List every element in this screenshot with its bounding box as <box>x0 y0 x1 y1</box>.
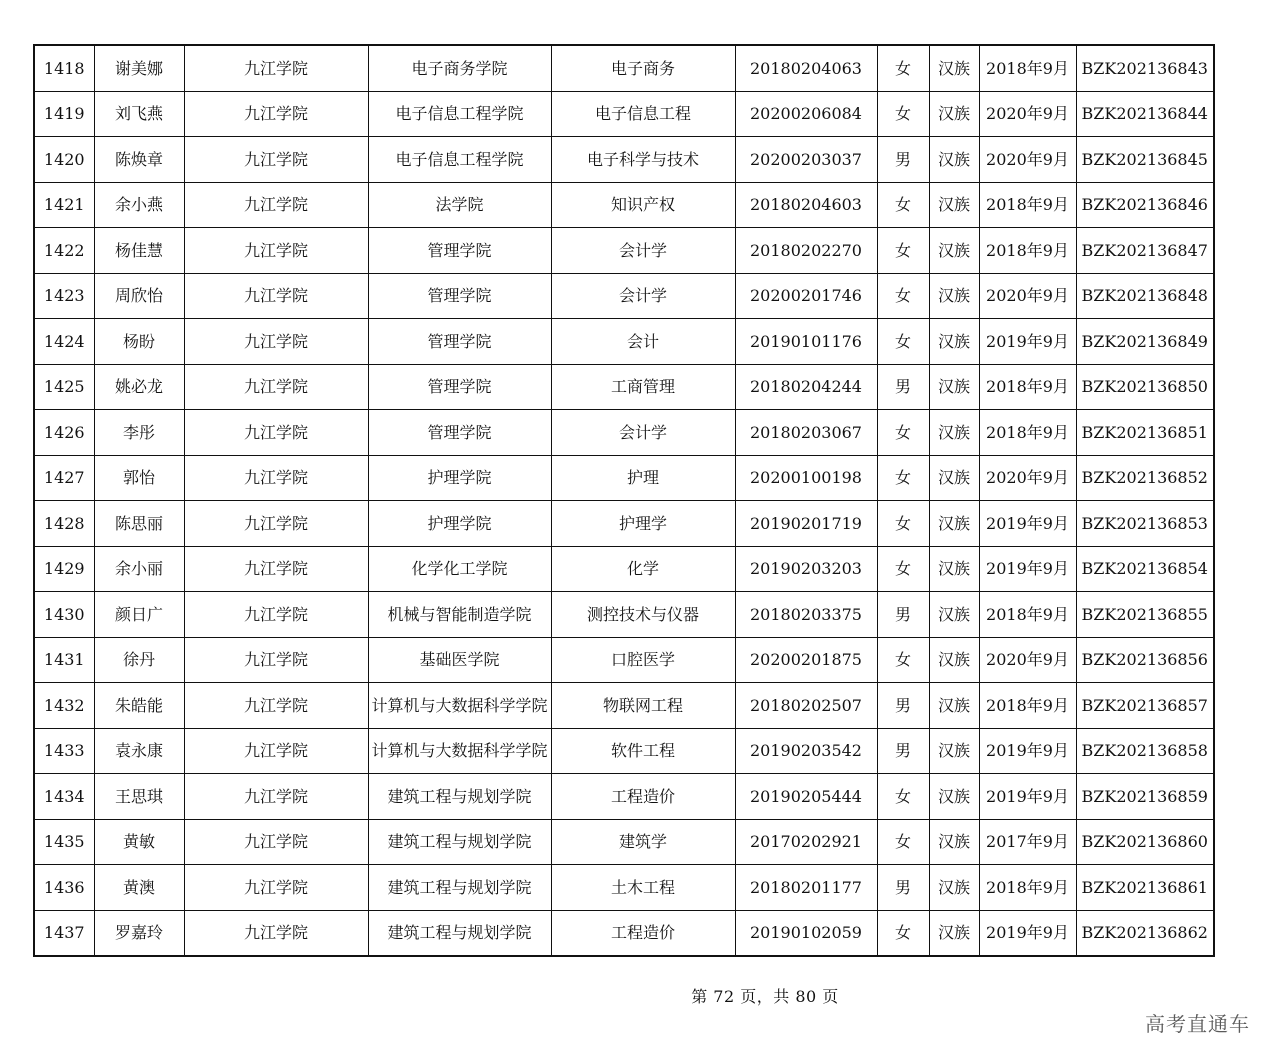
enrollment-date-cell: 2018年9月 <box>979 364 1076 410</box>
university-cell: 九江学院 <box>184 45 368 91</box>
major-cell: 会计 <box>551 319 735 365</box>
gender-cell: 男 <box>877 137 929 183</box>
gender-cell: 女 <box>877 228 929 274</box>
major-cell: 测控技术与仪器 <box>551 592 735 638</box>
enrollment-date-cell: 2019年9月 <box>979 501 1076 547</box>
enrollment-date-cell: 2020年9月 <box>979 273 1076 319</box>
college-cell: 管理学院 <box>368 273 551 319</box>
university-cell: 九江学院 <box>184 637 368 683</box>
certificate-number-cell: BZK202136853 <box>1076 501 1214 547</box>
name-cell: 谢美娜 <box>94 45 184 91</box>
major-cell: 化学 <box>551 546 735 592</box>
student-id-cell: 20200206084 <box>735 91 877 137</box>
certificate-number-cell: BZK202136857 <box>1076 683 1214 729</box>
enrollment-date-cell: 2018年9月 <box>979 45 1076 91</box>
table-row <box>34 501 1214 547</box>
ethnicity-cell: 汉族 <box>929 774 979 820</box>
university-cell: 九江学院 <box>184 774 368 820</box>
college-cell: 计算机与大数据科学学院 <box>368 683 551 729</box>
major-cell: 会计学 <box>551 228 735 274</box>
major-cell: 物联网工程 <box>551 683 735 729</box>
university-cell: 九江学院 <box>184 182 368 228</box>
table-row <box>34 319 1214 365</box>
index-cell: 1429 <box>34 546 94 592</box>
table-row <box>34 228 1214 274</box>
certificate-number-cell: BZK202136847 <box>1076 228 1214 274</box>
table-row <box>34 819 1214 865</box>
student-id-cell: 20180204603 <box>735 182 877 228</box>
table-row <box>34 45 1214 91</box>
college-cell: 电子商务学院 <box>368 45 551 91</box>
table-row <box>34 182 1214 228</box>
name-cell: 陈思丽 <box>94 501 184 547</box>
university-cell: 九江学院 <box>184 865 368 911</box>
gender-cell: 男 <box>877 865 929 911</box>
enrollment-date-cell: 2018年9月 <box>979 592 1076 638</box>
index-cell: 1427 <box>34 455 94 501</box>
gender-cell: 女 <box>877 819 929 865</box>
enrollment-date-cell: 2020年9月 <box>979 637 1076 683</box>
index-cell: 1435 <box>34 819 94 865</box>
name-cell: 徐丹 <box>94 637 184 683</box>
student-id-cell: 20180204063 <box>735 45 877 91</box>
index-cell: 1420 <box>34 137 94 183</box>
major-cell: 工程造价 <box>551 910 735 956</box>
gender-cell: 男 <box>877 592 929 638</box>
university-cell: 九江学院 <box>184 273 368 319</box>
gender-cell: 男 <box>877 728 929 774</box>
name-cell: 刘飞燕 <box>94 91 184 137</box>
name-cell: 杨盼 <box>94 319 184 365</box>
college-cell: 护理学院 <box>368 501 551 547</box>
enrollment-date-cell: 2018年9月 <box>979 865 1076 911</box>
major-cell: 电子信息工程 <box>551 91 735 137</box>
college-cell: 管理学院 <box>368 364 551 410</box>
index-cell: 1422 <box>34 228 94 274</box>
gender-cell: 女 <box>877 410 929 456</box>
gender-cell: 女 <box>877 774 929 820</box>
major-cell: 工商管理 <box>551 364 735 410</box>
ethnicity-cell: 汉族 <box>929 45 979 91</box>
enrollment-date-cell: 2018年9月 <box>979 228 1076 274</box>
university-cell: 九江学院 <box>184 410 368 456</box>
university-cell: 九江学院 <box>184 501 368 547</box>
certificate-number-cell: BZK202136843 <box>1076 45 1214 91</box>
gender-cell: 女 <box>877 45 929 91</box>
table-row <box>34 728 1214 774</box>
university-cell: 九江学院 <box>184 819 368 865</box>
index-cell: 1426 <box>34 410 94 456</box>
college-cell: 基础医学院 <box>368 637 551 683</box>
major-cell: 建筑学 <box>551 819 735 865</box>
university-cell: 九江学院 <box>184 910 368 956</box>
table-row <box>34 546 1214 592</box>
enrollment-date-cell: 2019年9月 <box>979 774 1076 820</box>
name-cell: 余小燕 <box>94 182 184 228</box>
table-row <box>34 455 1214 501</box>
index-cell: 1436 <box>34 865 94 911</box>
index-cell: 1432 <box>34 683 94 729</box>
student-id-cell: 20180201177 <box>735 865 877 911</box>
enrollment-date-cell: 2019年9月 <box>979 319 1076 365</box>
enrollment-date-cell: 2018年9月 <box>979 683 1076 729</box>
index-cell: 1418 <box>34 45 94 91</box>
certificate-number-cell: BZK202136855 <box>1076 592 1214 638</box>
ethnicity-cell: 汉族 <box>929 364 979 410</box>
gender-cell: 女 <box>877 273 929 319</box>
table-row <box>34 273 1214 319</box>
college-cell: 化学化工学院 <box>368 546 551 592</box>
ethnicity-cell: 汉族 <box>929 182 979 228</box>
certificate-number-cell: BZK202136844 <box>1076 91 1214 137</box>
university-cell: 九江学院 <box>184 455 368 501</box>
college-cell: 建筑工程与规划学院 <box>368 774 551 820</box>
enrollment-date-cell: 2020年9月 <box>979 91 1076 137</box>
university-cell: 九江学院 <box>184 137 368 183</box>
index-cell: 1421 <box>34 182 94 228</box>
index-cell: 1431 <box>34 637 94 683</box>
ethnicity-cell: 汉族 <box>929 501 979 547</box>
gender-cell: 女 <box>877 91 929 137</box>
certificate-number-cell: BZK202136848 <box>1076 273 1214 319</box>
college-cell: 电子信息工程学院 <box>368 91 551 137</box>
student-id-cell: 20200201875 <box>735 637 877 683</box>
certificate-number-cell: BZK202136858 <box>1076 728 1214 774</box>
name-cell: 袁永康 <box>94 728 184 774</box>
college-cell: 法学院 <box>368 182 551 228</box>
certificate-number-cell: BZK202136862 <box>1076 910 1214 956</box>
name-cell: 王思琪 <box>94 774 184 820</box>
name-cell: 郭怡 <box>94 455 184 501</box>
major-cell: 护理学 <box>551 501 735 547</box>
university-cell: 九江学院 <box>184 683 368 729</box>
college-cell: 管理学院 <box>368 228 551 274</box>
certificate-number-cell: BZK202136859 <box>1076 774 1214 820</box>
certificate-number-cell: BZK202136845 <box>1076 137 1214 183</box>
university-cell: 九江学院 <box>184 228 368 274</box>
college-cell: 管理学院 <box>368 319 551 365</box>
index-cell: 1424 <box>34 319 94 365</box>
major-cell: 护理 <box>551 455 735 501</box>
index-cell: 1428 <box>34 501 94 547</box>
index-cell: 1430 <box>34 592 94 638</box>
ethnicity-cell: 汉族 <box>929 273 979 319</box>
certificate-number-cell: BZK202136850 <box>1076 364 1214 410</box>
index-cell: 1423 <box>34 273 94 319</box>
table-row <box>34 137 1214 183</box>
college-cell: 计算机与大数据科学学院 <box>368 728 551 774</box>
college-cell: 建筑工程与规划学院 <box>368 865 551 911</box>
name-cell: 黄敏 <box>94 819 184 865</box>
ethnicity-cell: 汉族 <box>929 228 979 274</box>
student-record-table <box>33 44 1215 957</box>
student-id-cell: 20190203203 <box>735 546 877 592</box>
certificate-number-cell: BZK202136861 <box>1076 865 1214 911</box>
major-cell: 会计学 <box>551 273 735 319</box>
enrollment-date-cell: 2019年9月 <box>979 546 1076 592</box>
major-cell: 电子科学与技术 <box>551 137 735 183</box>
name-cell: 黄澳 <box>94 865 184 911</box>
student-id-cell: 20180203375 <box>735 592 877 638</box>
gender-cell: 女 <box>877 501 929 547</box>
gender-cell: 男 <box>877 364 929 410</box>
index-cell: 1434 <box>34 774 94 820</box>
major-cell: 会计学 <box>551 410 735 456</box>
student-id-cell: 20180202270 <box>735 228 877 274</box>
table-row <box>34 774 1214 820</box>
major-cell: 工程造价 <box>551 774 735 820</box>
table-row <box>34 637 1214 683</box>
index-cell: 1425 <box>34 364 94 410</box>
university-cell: 九江学院 <box>184 91 368 137</box>
name-cell: 陈焕章 <box>94 137 184 183</box>
university-cell: 九江学院 <box>184 592 368 638</box>
index-cell: 1419 <box>34 91 94 137</box>
college-cell: 建筑工程与规划学院 <box>368 910 551 956</box>
ethnicity-cell: 汉族 <box>929 319 979 365</box>
ethnicity-cell: 汉族 <box>929 865 979 911</box>
gender-cell: 女 <box>877 319 929 365</box>
enrollment-date-cell: 2018年9月 <box>979 182 1076 228</box>
name-cell: 颜日广 <box>94 592 184 638</box>
certificate-number-cell: BZK202136852 <box>1076 455 1214 501</box>
page-number: 第 72 页，共 80 页 <box>691 987 839 1006</box>
certificate-number-cell: BZK202136849 <box>1076 319 1214 365</box>
ethnicity-cell: 汉族 <box>929 683 979 729</box>
college-cell: 建筑工程与规划学院 <box>368 819 551 865</box>
gender-cell: 女 <box>877 182 929 228</box>
certificate-number-cell: BZK202136851 <box>1076 410 1214 456</box>
enrollment-date-cell: 2019年9月 <box>979 910 1076 956</box>
student-id-cell: 20200201746 <box>735 273 877 319</box>
gender-cell: 女 <box>877 546 929 592</box>
gender-cell: 女 <box>877 455 929 501</box>
name-cell: 余小丽 <box>94 546 184 592</box>
table-row <box>34 910 1214 956</box>
ethnicity-cell: 汉族 <box>929 546 979 592</box>
enrollment-date-cell: 2020年9月 <box>979 137 1076 183</box>
university-cell: 九江学院 <box>184 546 368 592</box>
table-row <box>34 91 1214 137</box>
university-cell: 九江学院 <box>184 319 368 365</box>
student-id-cell: 20190101176 <box>735 319 877 365</box>
gender-cell: 男 <box>877 683 929 729</box>
table-row <box>34 683 1214 729</box>
college-cell: 电子信息工程学院 <box>368 137 551 183</box>
certificate-number-cell: BZK202136856 <box>1076 637 1214 683</box>
name-cell: 李彤 <box>94 410 184 456</box>
student-id-cell: 20190102059 <box>735 910 877 956</box>
name-cell: 朱皓能 <box>94 683 184 729</box>
certificate-number-cell: BZK202136860 <box>1076 819 1214 865</box>
table-row <box>34 865 1214 911</box>
index-cell: 1437 <box>34 910 94 956</box>
name-cell: 周欣怡 <box>94 273 184 319</box>
student-id-cell: 20180204244 <box>735 364 877 410</box>
watermark-logo: 高考直通车 <box>1145 1012 1250 1036</box>
college-cell: 管理学院 <box>368 410 551 456</box>
ethnicity-cell: 汉族 <box>929 91 979 137</box>
table-body <box>34 45 1214 956</box>
student-id-cell: 20170202921 <box>735 819 877 865</box>
student-id-cell: 20180203067 <box>735 410 877 456</box>
ethnicity-cell: 汉族 <box>929 910 979 956</box>
enrollment-date-cell: 2018年9月 <box>979 410 1076 456</box>
major-cell: 电子商务 <box>551 45 735 91</box>
name-cell: 罗嘉玲 <box>94 910 184 956</box>
college-cell: 护理学院 <box>368 455 551 501</box>
table-row <box>34 410 1214 456</box>
major-cell: 知识产权 <box>551 182 735 228</box>
student-id-cell: 20180202507 <box>735 683 877 729</box>
student-id-cell: 20200100198 <box>735 455 877 501</box>
ethnicity-cell: 汉族 <box>929 592 979 638</box>
major-cell: 软件工程 <box>551 728 735 774</box>
student-id-cell: 20190201719 <box>735 501 877 547</box>
ethnicity-cell: 汉族 <box>929 728 979 774</box>
university-cell: 九江学院 <box>184 364 368 410</box>
student-id-cell: 20190205444 <box>735 774 877 820</box>
enrollment-date-cell: 2017年9月 <box>979 819 1076 865</box>
gender-cell: 女 <box>877 637 929 683</box>
ethnicity-cell: 汉族 <box>929 137 979 183</box>
college-cell: 机械与智能制造学院 <box>368 592 551 638</box>
enrollment-date-cell: 2020年9月 <box>979 455 1076 501</box>
ethnicity-cell: 汉族 <box>929 819 979 865</box>
ethnicity-cell: 汉族 <box>929 637 979 683</box>
enrollment-date-cell: 2019年9月 <box>979 728 1076 774</box>
ethnicity-cell: 汉族 <box>929 410 979 456</box>
certificate-number-cell: BZK202136854 <box>1076 546 1214 592</box>
table-row <box>34 364 1214 410</box>
student-id-cell: 20190203542 <box>735 728 877 774</box>
name-cell: 姚必龙 <box>94 364 184 410</box>
name-cell: 杨佳慧 <box>94 228 184 274</box>
university-cell: 九江学院 <box>184 728 368 774</box>
gender-cell: 女 <box>877 910 929 956</box>
ethnicity-cell: 汉族 <box>929 455 979 501</box>
major-cell: 口腔医学 <box>551 637 735 683</box>
table-row <box>34 592 1214 638</box>
certificate-number-cell: BZK202136846 <box>1076 182 1214 228</box>
index-cell: 1433 <box>34 728 94 774</box>
major-cell: 土木工程 <box>551 865 735 911</box>
student-id-cell: 20200203037 <box>735 137 877 183</box>
